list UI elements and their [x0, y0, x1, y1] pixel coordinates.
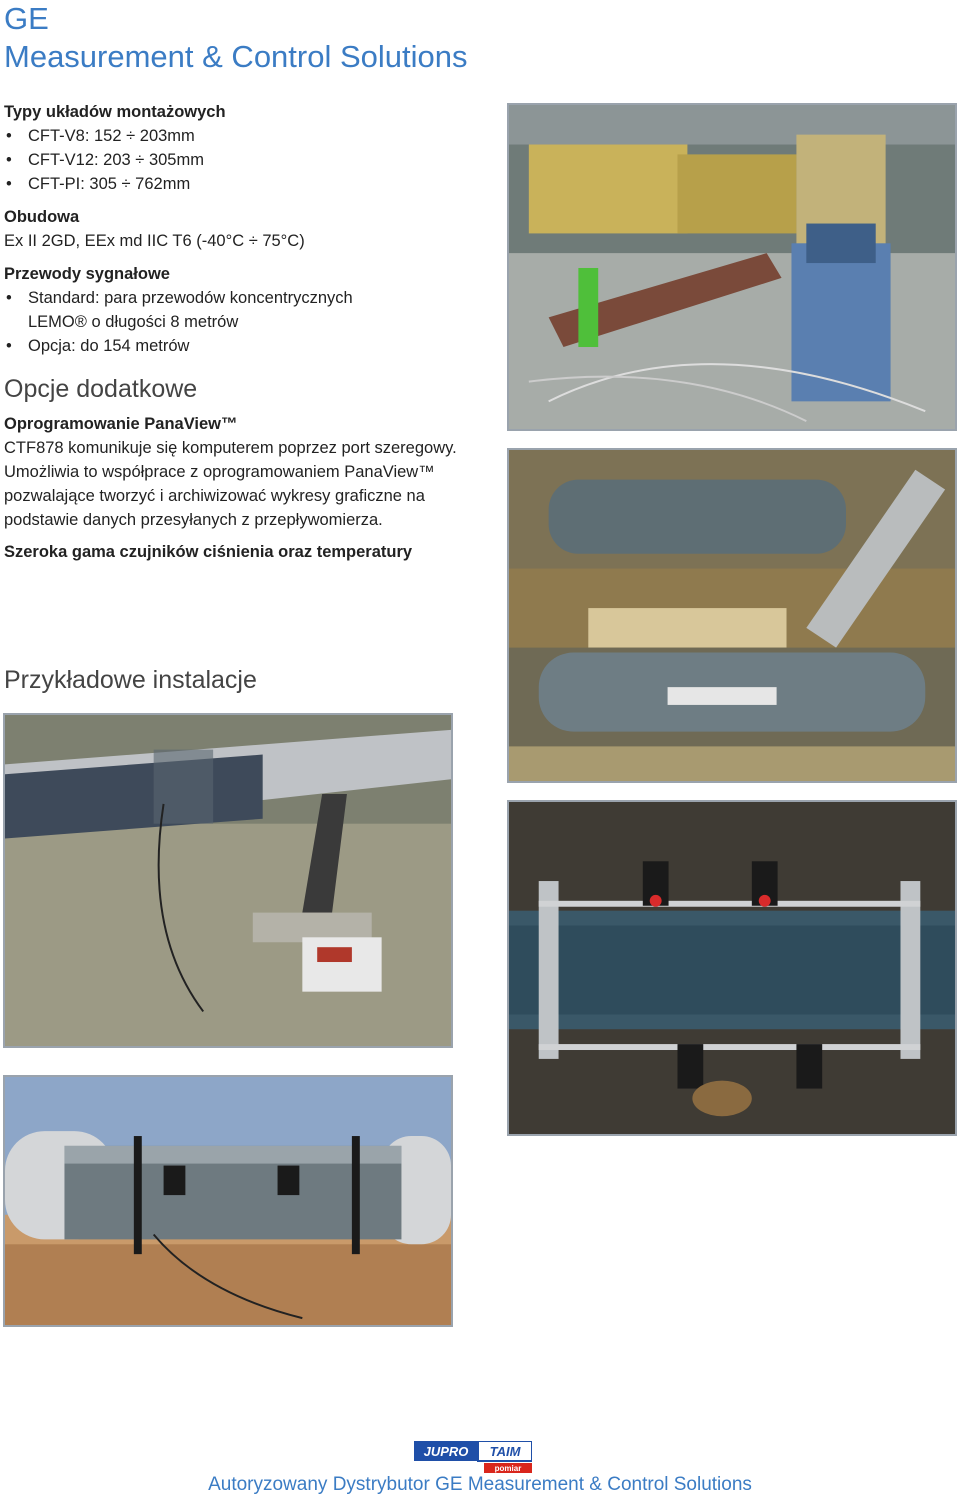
cables-title: Przewody sygnałowe: [4, 265, 170, 283]
list-item: • Standard: para przewodów koncentrycznych LEMO® o długości 8 metrów: [4, 286, 408, 334]
cables-list: [4, 286, 474, 358]
sensors-line: Szeroka gama czujników ciśnienia oraz temperatury: [4, 543, 413, 561]
housing-text: Ex II 2GD, EEx md IIC T6 (-40°C ÷ 75°C): [4, 232, 305, 250]
distributor-logo: [414, 1441, 532, 1475]
list-item: • Opcja: do 154 metrów: [4, 334, 474, 358]
software-text: CTF878 komunikuje się komputerem poprzez port szeregowy. Umożliwia to współprace z oprogramowaniem PanaView™ pozwalające tworzyć i archiwizować wykresy graficzne na podstawie danych przesyłanych z przepływomierza.: [4, 439, 457, 529]
outdoor-pipe-photo: [3, 713, 453, 1048]
mounting-title: Typy układów montażowych: [4, 103, 226, 121]
vycor-pipe-photo: [507, 800, 957, 1136]
insulated-pipe-photo: [3, 1075, 453, 1327]
list-item: • CFT-V8: 152 ÷ 203mm: [4, 124, 474, 148]
trench-pipe-photo: [507, 448, 957, 783]
industrial-hall-photo: [507, 103, 957, 431]
footer-distributor-text: Autoryzowany Dystrybutor GE Measurement & Control Solutions: [208, 1474, 752, 1495]
logo-left-text: JUPRO: [423, 1444, 469, 1459]
options-heading: Opcje dodatkowe: [4, 375, 198, 403]
brand-line-1: GE: [4, 1, 49, 36]
logo-sub-text: pomiar: [494, 1464, 522, 1473]
housing-title: Obudowa: [4, 208, 80, 226]
mounting-list: [4, 124, 474, 196]
software-title: Oprogramowanie PanaView™: [4, 415, 238, 433]
installations-title: Przykładowe instalacje: [4, 666, 257, 694]
brand-line-2: Measurement & Control Solutions: [4, 39, 468, 74]
spec-column: [4, 96, 474, 564]
logo-right-text: TAIM: [489, 1444, 521, 1459]
brand-title: [4, 0, 468, 76]
list-item: • CFT-V12: 203 ÷ 305mm: [4, 148, 474, 172]
list-item: • CFT-PI: 305 ÷ 762mm: [4, 172, 474, 196]
